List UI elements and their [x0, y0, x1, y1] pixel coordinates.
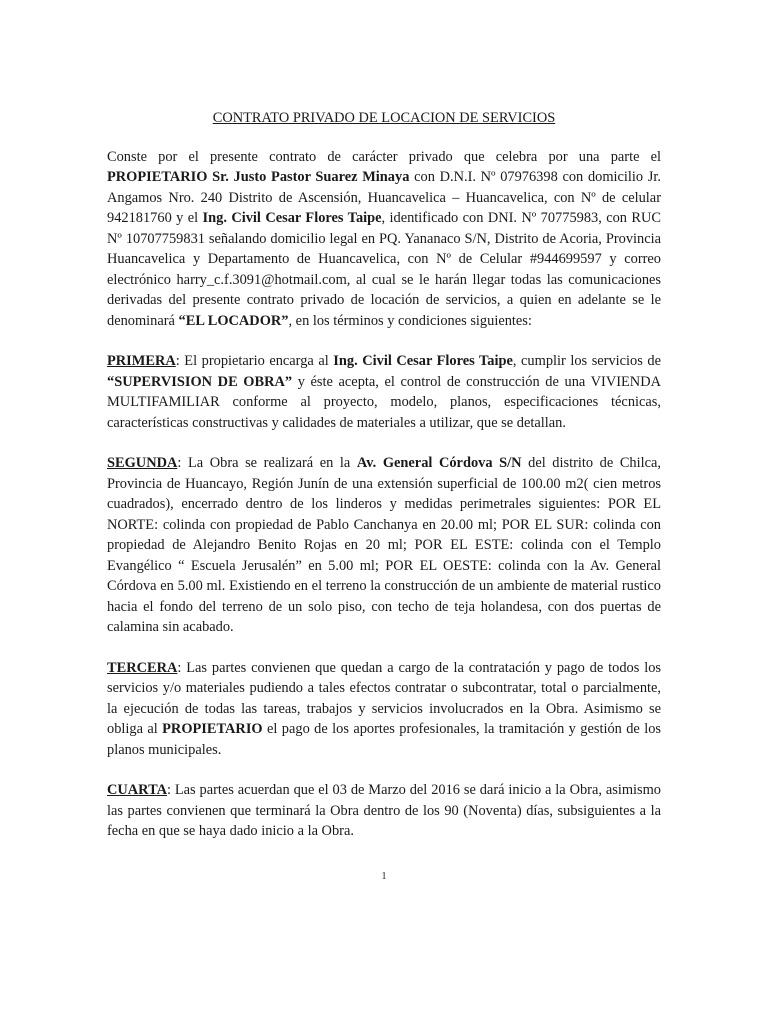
- intro-text-3: , identificado con DNI. Nº 70775983, con RUC Nº 10707759831 señalando domicilio legal en PQ. Yananaco S/N, Distrito de Acoria, Provincia Huancavelica y Departamento de Huancavelica, con Nº de Celular #944699597 y correo electrónico harry_c.f.3091@hotmail.com, al cual se le harán llegar todas las comunicaciones derivadas del presente contrato privado de locación de servicios, a quien en adelante se le denominará: [107, 210, 661, 329]
- intro-text-2: con D.N.I. Nº 07976398 con domicilio Jr. Angamos Nro. 240 Distrito de Ascensión, Huancavelica – Huancavelica, con Nº de celular 942181760 y el: [107, 169, 661, 226]
- clause-segunda-label: SEGUNDA: [107, 455, 178, 471]
- intro-text-1: Conste por el presente contrato de carácter privado que celebra por una parte el: [107, 148, 661, 165]
- clause-tercera: [107, 658, 661, 761]
- cuarta-text-1: : Las partes acuerdan que el 03 de Marzo del 2016 se dará inicio a la Obra, asimismo las partes convienen que terminará la Obra dentro de los 90 (Noventa) días, subsiguientes a la fecha en que se haya dado inicio a la Obra.: [107, 782, 661, 839]
- page-number: 1: [381, 870, 387, 882]
- tercera-text-2: el pago de los aportes profesionales, la tramitación y gestión de los planos municipales.: [107, 721, 661, 758]
- primera-engineer: Ing. Civil Cesar Flores Taipe: [333, 353, 513, 369]
- primera-text-3: y éste acepta, el control de construcción de una VIVIENDA MULTIFAMILIAR conforme al proyecto, modelo, planos, especificaciones técnicas, características constructivas y calidades de materiales a utilizar, que se detallan.: [107, 373, 661, 431]
- clause-primera-label: PRIMERA: [107, 353, 176, 369]
- primera-text-2: , cumplir los servicios de: [512, 353, 661, 369]
- locador-term: “EL LOCADOR”: [178, 312, 289, 329]
- clause-cuarta-label: CUARTA: [107, 782, 167, 798]
- clause-segunda: [107, 453, 661, 638]
- clause-cuarta: [107, 780, 661, 842]
- segunda-text-1: : La Obra se realizará en la: [177, 455, 357, 471]
- segunda-address: Av. General Córdova S/N: [356, 455, 522, 471]
- owner-name: PROPIETARIO Sr. Justo Pastor Suarez Minaya: [107, 169, 410, 185]
- engineer-name: Ing. Civil Cesar Flores Taipe: [202, 210, 382, 226]
- segunda-text-2: del distrito de Chilca, Provincia de Huancayo, Región Junín de una extensión superficial de 100.00 m2( cien metros cuadrados), encerrado dentro de los linderos y medidas perimetrales siguientes: POR EL NORTE: colinda con propiedad de Pablo Canchanya en 20.00 ml; POR EL SUR: colinda con propiedad de Alejandro Benito Rojas en 20 ml; POR EL ESTE: colinda con el Templo Evangélico “ Escuela Jerusalén” en 5.00 ml; POR EL OESTE: colinda con la Av. General Córdova en 5.00 ml. Existiendo en el terreno la construcción de un ambiente de material rustico hacia el fondo del terreno de un solo piso, con techo de teja holandesa, con dos puertas de calamina sin acabado.: [107, 455, 661, 635]
- tercera-owner: PROPIETARIO: [162, 721, 263, 737]
- intro-paragraph: [107, 147, 661, 332]
- clause-tercera-label: TERCERA: [107, 659, 178, 676]
- tercera-text-1: : Las partes convienen que quedan a cargo de la contratación y pago de todos los servicios y/o materiales pudiendo a tales efectos contratar o subcontratar, total o parcialmente, la ejecución de todas las tareas, trabajos y servicios involucrados en la Obra. Asimismo se obliga al: [107, 659, 661, 737]
- document-title: CONTRATO PRIVADO DE LOCACION DE SERVICIOS: [212, 110, 556, 126]
- clause-primera: [107, 351, 661, 433]
- primera-text-1: : El propietario encarga al: [175, 353, 334, 369]
- primera-service: “SUPERVISION DE OBRA”: [107, 373, 293, 390]
- intro-text-4: , en los términos y condiciones siguientes:: [288, 312, 532, 329]
- document-body: [107, 108, 661, 862]
